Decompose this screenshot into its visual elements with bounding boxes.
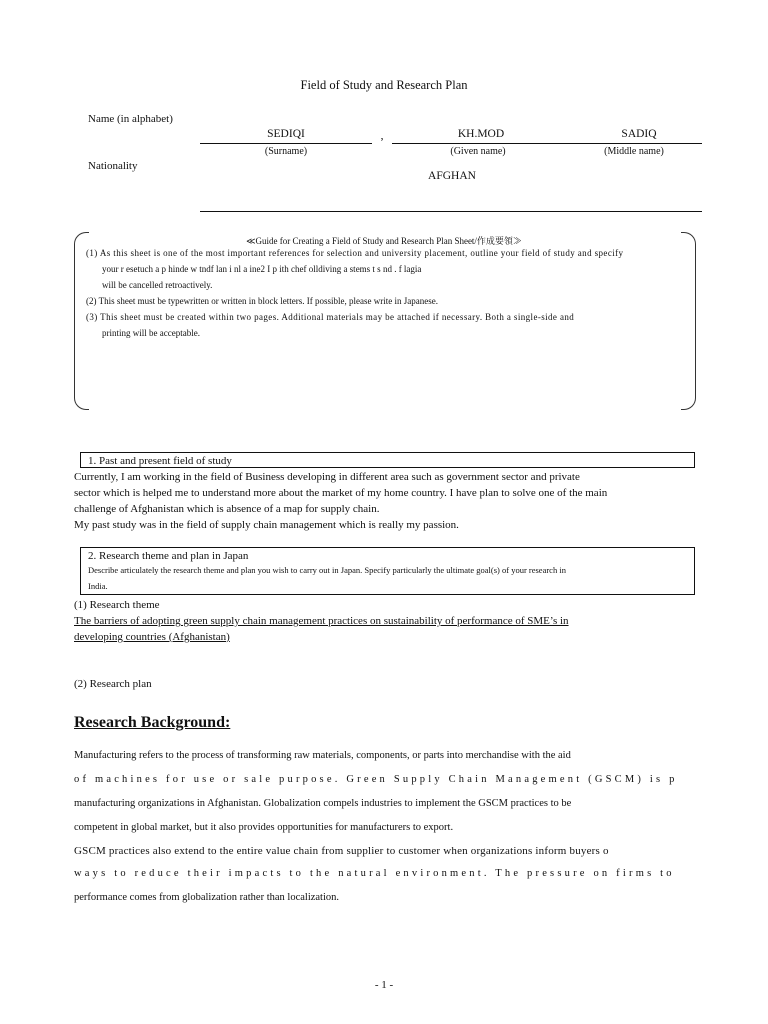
research-theme-label: (1) Research theme — [74, 599, 160, 611]
middle-name-value[interactable]: SADIQ — [621, 128, 657, 140]
guide-item: (2) This sheet must be typewritten or written in block letters. If possible, please write in Japanese. — [86, 296, 438, 306]
given-name-caption: (Given name) — [450, 146, 506, 157]
section1-text: challenge of Afghanistan which is absence of a map for supply chain. — [74, 503, 380, 515]
section2-heading-box — [80, 547, 695, 595]
guide-item: (3) This sheet must be created within two pages. Additional materials may be attached if necessary. Both a single-side and — [86, 312, 575, 322]
background-line: performance comes from globalization rather than localization. — [74, 892, 340, 903]
nationality-underline — [200, 211, 702, 212]
research-background-heading: Research Background: — [74, 714, 231, 731]
section2-description: India. — [88, 581, 108, 591]
background-line: Manufacturing refers to the process of transforming raw materials, components, or parts into merchandise with the aid — [74, 750, 571, 761]
surname-value[interactable]: SEDIQI — [267, 128, 305, 140]
page-title: Field of Study and Research Plan — [300, 78, 468, 92]
background-line: of machines for use or sale purpose. Green Supply Chain Management (GSCM) is p — [74, 774, 678, 785]
background-line: GSCM practices also extend to the entire value chain from supplier to customer when organizations inform buyers o — [74, 845, 609, 857]
given-middle-underline — [392, 143, 702, 144]
section1-heading: 1. Past and present field of study — [88, 455, 232, 467]
background-line: ways to reduce their impacts to the natural environment. The pressure on firms to — [74, 868, 675, 879]
nationality-value[interactable]: AFGHAN — [428, 170, 476, 182]
research-plan-label: (2) Research plan — [74, 678, 152, 690]
research-theme-text: The barriers of adopting green supply chain management practices on sustainability of performance of SME’s in — [74, 615, 569, 627]
research-theme-text: developing countries (Afghanistan) — [74, 631, 230, 643]
given-name-value[interactable]: KH.MOD — [457, 128, 505, 140]
name-separator: , — [380, 130, 384, 142]
guide-item: will be cancelled retroactively. — [102, 280, 213, 290]
background-line: competent in global market, but it also provides opportunities for manufacturers to export. — [74, 822, 454, 833]
guide-right-bracket — [681, 232, 696, 410]
guide-item: printing will be acceptable. — [102, 328, 200, 338]
section2-heading: 2. Research theme and plan in Japan — [88, 550, 249, 562]
section1-text: Currently, I am working in the field of Business developing in different area such as government sector and private — [74, 471, 580, 483]
nationality-label: Nationality — [88, 160, 138, 172]
section1-text: My past study was in the field of supply chain management which is really my passion. — [74, 519, 459, 531]
name-label: Name (in alphabet) — [88, 113, 173, 125]
surname-caption: (Surname) — [264, 146, 308, 157]
background-line: manufacturing organizations in Afghanistan. Globalization compels industries to implement the GSCM practices to be — [74, 798, 572, 809]
section1-heading-box — [80, 452, 695, 468]
guide-item: your r esetuch a p hinde w tndf lan i nl a ine2 I p ith chef olldiving a stems t s nd . f lagia — [102, 264, 422, 274]
section2-description: Describe articulately the research theme and plan you wish to carry out in Japan. Specify particularly the ultimate goal(s) of your research in — [88, 565, 566, 575]
surname-underline — [200, 143, 372, 144]
guide-item: (1) As this sheet is one of the most important references for selection and university placement, outline your field of study and specify — [86, 248, 624, 258]
page-number: - 1 - — [374, 979, 394, 991]
guide-title: ≪Guide for Creating a Field of Study and Research Plan Sheet/作成要領≫ — [246, 236, 522, 246]
middle-name-caption: (Middle name) — [604, 146, 664, 157]
section1-text: sector which is helped me to understand more about the market of my home country. I have plan to solve one of the main — [74, 487, 608, 499]
